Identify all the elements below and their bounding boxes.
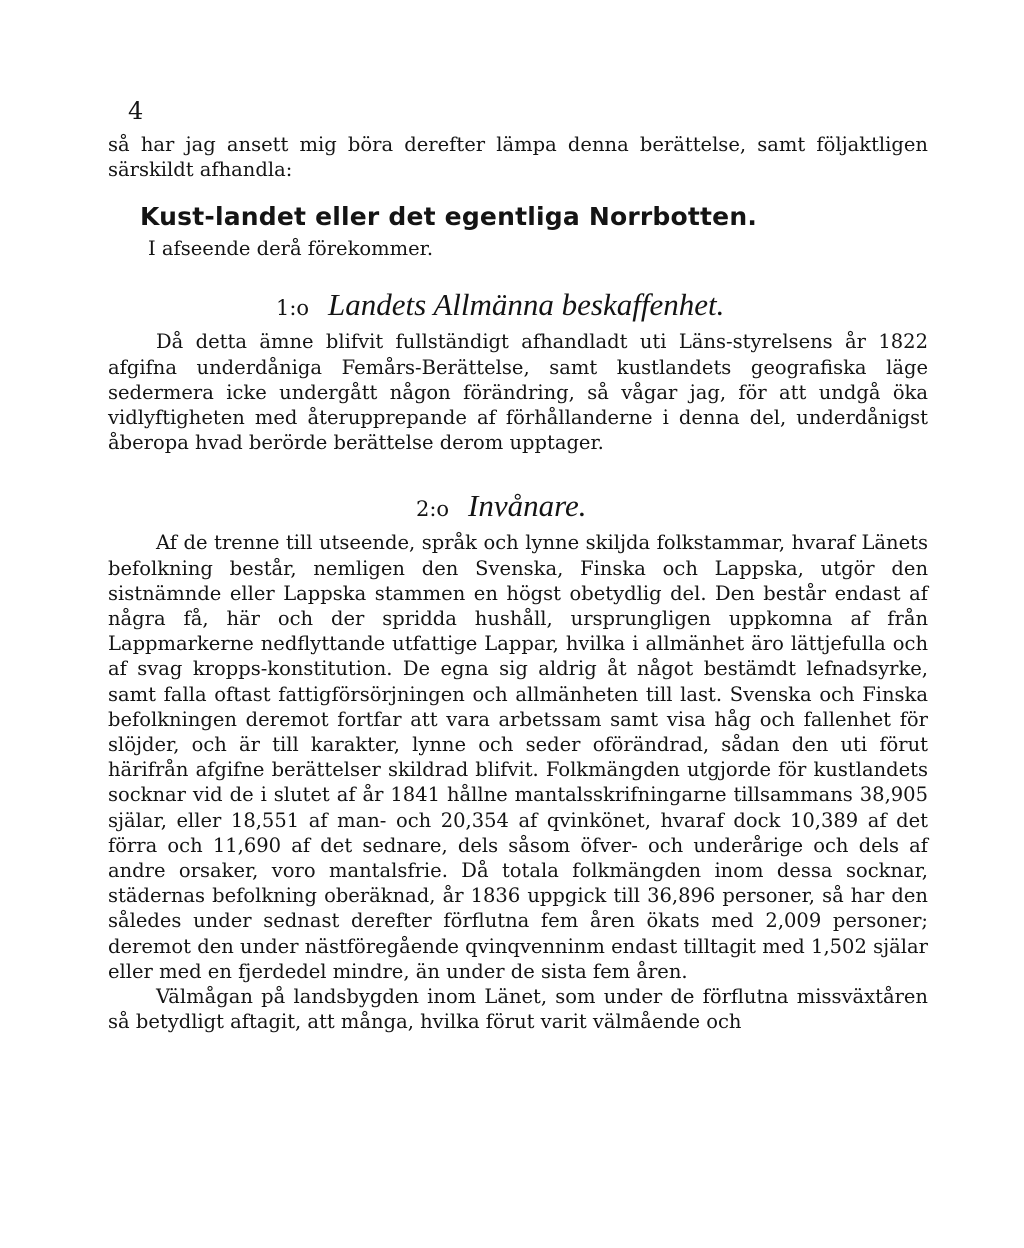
- section-2-paragraph-2: Välmågan på landsbygden inom Länet, som under de förflutna missväxtåren så betydligt aftagit, att många, hvilka förut varit välmående och: [108, 985, 928, 1034]
- section-2-paragraph-1: Af de trenne till utseende, språk och lynne skiljda folkstammar, hvaraf Länets befolkning består, nemligen den Svenska, Finska och Lappska, utgör den sistnämnde eller Lappska stammen en högst obetydlig del. Den består endast af några få, här och der spridda hushåll, ursprungligen uppkomna af från Lappmarkerne nedflyttande utfattige Lappar, hvilka i allmänhet äro lättjefulla och af svag kropps-konstitution. De egna sig aldrig åt något bestämdt lefnadsyrke, samt falla oftast fattigförsörjningen och allmänheten till last. Svenska och Finska befolkningen deremot fortfar att vara arbetssam samt visa håg och fallenhet för slöjder, och är till karakter, lynne och seder oförändrad, sådan den uti förut härifrån afgifne berättelser skildrad blifvit. Folkmängden utgjorde för kustlandets socknar vid de i slutet af år 1841 hållne mantalsskrifningarne tillsammans 38,905 själar, eller 18,551 af man- och 20,354 af qvinkönet, hvaraf dock 10,389 af det förra och 11,690 af det sednare, dels såsom öfver- och underårige och dels af andre orsaker, voro mantalsfrie. Då totala folkmängden inom dessa socknar, städernas befolkning oberäknad, år 1836 uppgick till 36,896 personer, så har den således under sednast derefter förflutna fem åren ökats med 2,009 personer; deremot den under nästföregående qvinqvenninm endast tilltagit med 1,502 själar eller med en fjerdedel mindre, än under de sista fem åren.: [108, 531, 928, 983]
- document-page: [108, 96, 928, 1034]
- intro-paragraph: så har jag ansett mig böra derefter lämpa denna berättelse, samt följaktligen särskildt afhandla:: [108, 133, 928, 182]
- section-title: Landets Allmänna beskaffenhet.: [328, 287, 725, 323]
- section-title: Invånare.: [468, 488, 587, 524]
- section-number: 1:o: [276, 296, 310, 321]
- section-heading-1: [276, 288, 928, 325]
- page-number: 4: [128, 97, 144, 125]
- section-heading-2: [416, 489, 928, 526]
- main-heading: Kust-landet eller det egentliga Norrbotten.: [140, 202, 758, 232]
- section-number: 2:o: [416, 497, 450, 522]
- sub-intro: I afseende derå förekommer.: [148, 237, 434, 261]
- section-1-paragraph: Då detta ämne blifvit fullständigt afhandladt uti Läns-styrelsens år 1822 afgifna underdåniga Femårs-Berättelse, samt kustlandets geografiska läge sedermera icke undergått någon förändring, så vågar jag, för att undgå öka vidlyftigheten med återupprepande af förhållanderne i denna del, underdånigst åberopa hvad berörde berättelse derom upptager.: [108, 330, 928, 455]
